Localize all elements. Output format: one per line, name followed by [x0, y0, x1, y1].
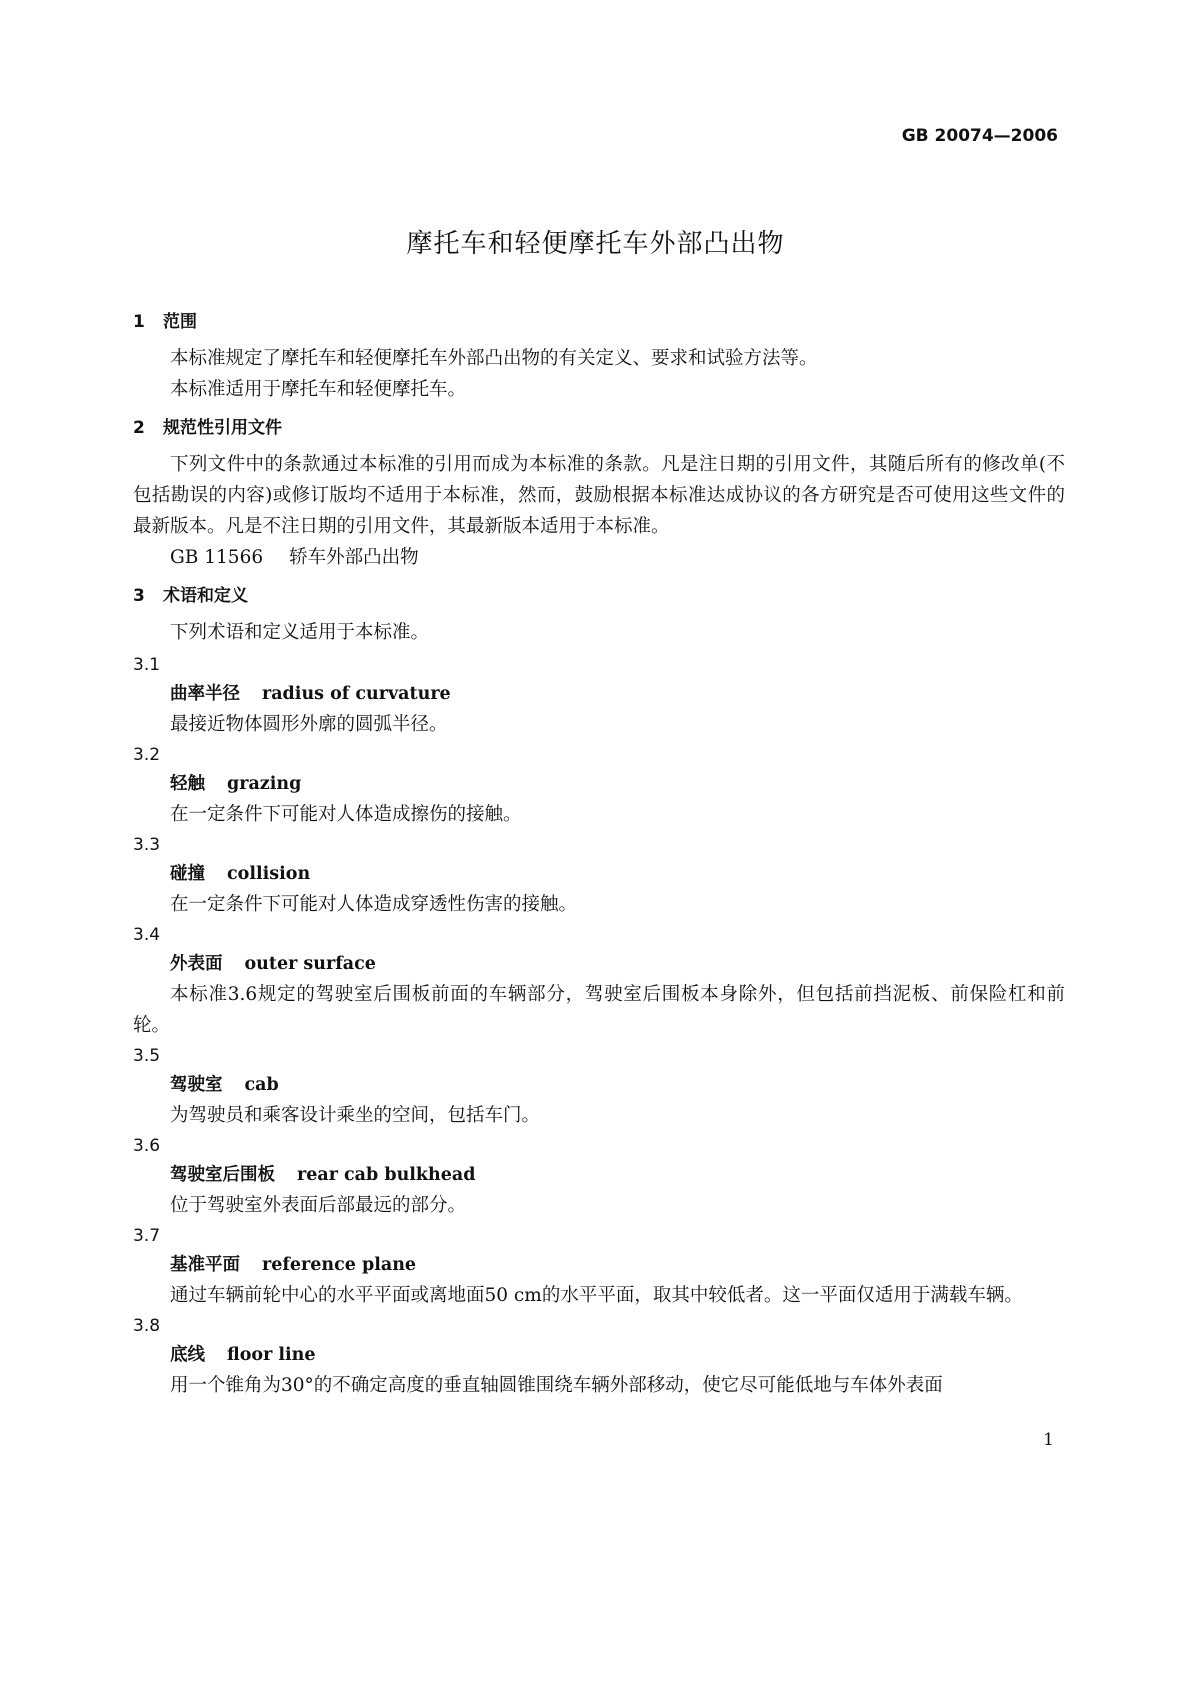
term-3-7	[133, 1221, 1065, 1311]
normative-reference	[133, 542, 1065, 573]
term-definition: 最接近物体圆形外廓的圆弧半径。	[170, 714, 448, 735]
term-definition: 位于驾驶室外表面后部最远的部分。	[170, 1195, 467, 1216]
term-3-5	[133, 1041, 1065, 1131]
standard-code: GB 20074—2006	[901, 126, 1058, 146]
clause-number: 3.4	[133, 925, 161, 945]
term-entry	[133, 770, 1065, 799]
document-title: 摩托车和轻便摩托车外部凸出物	[406, 229, 785, 259]
term-3-4	[133, 920, 1065, 1041]
term-definition: 用一个锥角为30°的不确定高度的垂直轴圆锥围绕车辆外部移动，使它尽可能低地与车体外表面	[170, 1375, 943, 1396]
term-3-8	[133, 1311, 1065, 1401]
clause-number: 3.7	[133, 1226, 161, 1246]
reference-title: 轿车外部凸出物	[289, 547, 419, 568]
term-definition: 在一定条件下可能对人体造成擦伤的接触。	[170, 804, 522, 825]
clause-number: 3.3	[133, 835, 161, 855]
term-en: reference plane	[262, 1255, 417, 1275]
section-heading	[133, 575, 1065, 617]
paragraph: 下列术语和定义适用于本标准。	[170, 622, 430, 643]
term-en: floor line	[227, 1345, 316, 1365]
section-title: 术语和定义	[163, 586, 248, 606]
document-body	[133, 301, 1065, 1401]
term-entry	[133, 1251, 1065, 1280]
section-heading	[133, 301, 1065, 343]
paragraph: 下列文件中的条款通过本标准的引用而成为本标准的条款。凡是注日期的引用文件，其随后所有的修改单(不包括勘误的内容)或修订版均不适用于本标准，然而，鼓励根据本标准达成协议的各方研究是否可使用这些文件的最新版本。凡是不注日期的引用文件，其最新版本适用于本标准。	[133, 454, 1065, 537]
term-zh: 外表面	[170, 954, 223, 974]
term-en: radius of curvature	[262, 684, 451, 704]
term-definition: 本标准3.6规定的驾驶室后围板前面的车辆部分，驾驶室后围板本身除外，但包括前挡泥板、前保险杠和前轮。	[133, 984, 1065, 1036]
term-3-1	[133, 650, 1065, 740]
section-number: 2	[133, 418, 145, 438]
section-1	[133, 301, 1065, 405]
term-3-2	[133, 740, 1065, 830]
term-definition: 在一定条件下可能对人体造成穿透性伤害的接触。	[170, 894, 578, 915]
term-entry	[133, 1071, 1065, 1100]
term-definition: 为驾驶员和乘客设计乘坐的空间，包括车门。	[170, 1105, 541, 1126]
term-entry	[133, 1161, 1065, 1190]
term-3-3	[133, 830, 1065, 920]
clause-number: 3.1	[133, 655, 161, 675]
term-zh: 碰撞	[170, 864, 205, 884]
term-zh: 驾驶室后围板	[170, 1165, 275, 1185]
term-entry	[133, 950, 1065, 979]
clause-number: 3.6	[133, 1136, 161, 1156]
term-3-6	[133, 1131, 1065, 1221]
term-definition: 通过车辆前轮中心的水平平面或离地面50 cm的水平平面，取其中较低者。这一平面仅适用于满载车辆。	[170, 1285, 1023, 1306]
clause-number: 3.5	[133, 1046, 161, 1066]
term-zh: 基准平面	[170, 1255, 240, 1275]
section-3	[133, 575, 1065, 648]
section-number: 1	[133, 312, 145, 332]
term-zh: 曲率半径	[170, 684, 240, 704]
term-en: collision	[227, 864, 311, 884]
paragraph: 本标准适用于摩托车和轻便摩托车。	[170, 379, 467, 400]
section-title: 规范性引用文件	[163, 418, 282, 438]
section-2	[133, 407, 1065, 573]
term-entry	[133, 1341, 1065, 1370]
term-en: grazing	[227, 774, 302, 794]
term-entry	[133, 680, 1065, 709]
term-en: rear cab bulkhead	[297, 1165, 476, 1185]
page-number: 1	[1043, 1430, 1054, 1450]
term-zh: 驾驶室	[170, 1075, 223, 1095]
term-zh: 轻触	[170, 774, 205, 794]
section-number: 3	[133, 586, 145, 606]
reference-code: GB 11566	[170, 547, 264, 568]
term-en: outer surface	[244, 954, 376, 974]
section-heading	[133, 407, 1065, 449]
term-en: cab	[244, 1075, 279, 1095]
paragraph: 本标准规定了摩托车和轻便摩托车外部凸出物的有关定义、要求和试验方法等。	[170, 348, 818, 369]
clause-number: 3.8	[133, 1316, 161, 1336]
term-zh: 底线	[170, 1345, 205, 1365]
clause-number: 3.2	[133, 745, 161, 765]
section-title: 范围	[163, 312, 197, 332]
term-entry	[133, 860, 1065, 889]
